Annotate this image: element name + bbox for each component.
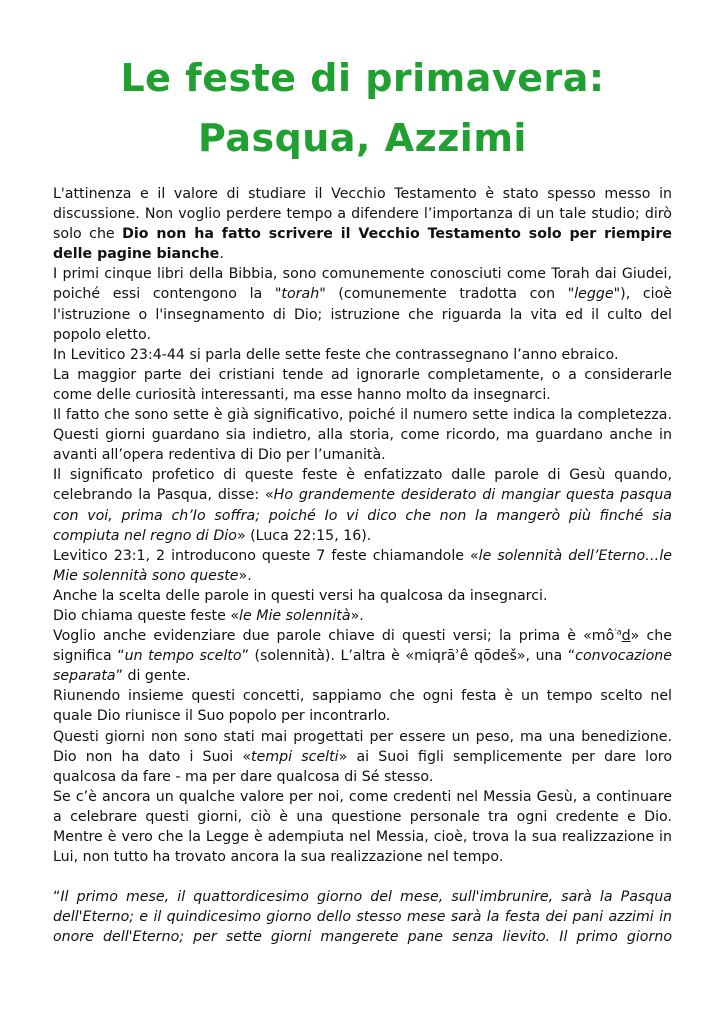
- paragraph-messia: Se c’è ancora un qualche valore per noi, come credenti nel Messia Gesù, a continuare a celebrare questi giorni, ciò è una questione personale tra ogni credente e Dio. Mentre è vero che la Legge è adempiuta nel Messia, cioè, trova la sua realizzazione in Lui, non tutto ha trovato ancora la sua realizzazione nel tempo.: [53, 788, 672, 866]
- paragraph-scelta: Anche la scelta delle parole in questi versi ha qualcosa da insegnarci.: [53, 587, 548, 604]
- quote-solennita: le solennità dell’Eterno…le Mie solennità sono queste: [53, 547, 672, 584]
- paragraph-intro: L'attinenza e il valore di studiare il Vecchio Testamento è stato spesso messo in discussione. Non voglio perdere tempo a difendere l’importanza di un tale studio; dirò solo che Dio non ha fatto scrivere il Vecchio Testamento solo per riempire delle pagine bianche.: [53, 186, 672, 263]
- quote-gesu: Ho grandemente desiderato di mangiar questa pasqua con voi, prima ch’Io soffra; poiché Io vi dico che non la mangerò più finché sia compiuta nel regno di Dio: [53, 487, 673, 544]
- superscript-ayin: ʿa: [614, 627, 622, 637]
- quote-primo-mese: Il primo mese, il quattordicesimo giorno del mese, sull'imbrunire, sarà la Pasqua dell'Eterno; e il quindicesimo giorno dello stesso mese sarà la festa dei pani azzimi in onore dell'Eterno; per sette giorni mangerete pane senza lievito. Il primo giorno: [53, 889, 672, 946]
- paragraph-riunendo: Riunendo insieme questi concetti, sappiamo che ogni festa è un tempo scelto nel quale Dio riunisce il Suo popolo per incontrarlo.: [53, 688, 672, 725]
- title-line-2: Pasqua, Azzimi: [198, 116, 527, 160]
- italic-torah: torah: [281, 286, 320, 303]
- quote-mie-solennita: le Mie solennità: [239, 607, 351, 624]
- italic-tempi-scelti: tempi scelti: [251, 748, 339, 765]
- paragraph-solennita: Levitico 23:1, 2 introducono queste 7 feste chiamandole «le solennità dell’Eterno…le Mie solennità sono queste».: [53, 547, 672, 584]
- paragraph-citazione: “Il primo mese, il quattordicesimo giorno del mese, sull'imbrunire, sarà la Pasqua dell'Eterno; e il quindicesimo giorno dello stesso mese sarà la festa dei pani azzimi in onore dell'Eterno; per sette giorni mangerete pane senza lievito. Il primo giorno: [53, 889, 672, 946]
- paragraph-gap: [53, 867, 672, 887]
- paragraph-cristiani: La maggior parte dei cristiani tende ad ignorarle completamente, o a considerarle come delle curiosità interessanti, ma esse hanno molto da insegnarci.: [53, 366, 672, 403]
- paragraph-chiama: Dio chiama queste feste «le Mie solennità».: [53, 607, 364, 624]
- bold-statement: Dio non ha fatto scrivere il Vecchio Testamento solo per riempire delle pagine bianche: [53, 226, 672, 263]
- paragraph-parole-chiave: Voglio anche evidenziare due parole chiave di questi versi; la prima è «$mô^{ʿa}d$» che significa “un tempo scelto” (solennità). L’altra è «miqrāʾê qōdeš», una “convocazione separata” di gente.: [53, 627, 672, 685]
- paragraph-benedizione: Questi giorni non sono stati mai progettati per essere un peso, ma una benedizione. Dio non ha dato i Suoi «tempi scelti» ai Suoi figli semplicemente per dare loro qualcosa da fare - ma per dare qualcosa di Sé stesso.: [53, 728, 673, 785]
- page-title: [0, 48, 725, 168]
- italic-tempo-scelto: un tempo scelto: [124, 648, 242, 665]
- paragraph-torah: I primi cinque libri della Bibbia, sono comunemente conosciuti come Torah dai Giudei, poiché essi contengono la "torah" (comunemente tradotta con "legge"), cioè l'istruzione o l'insegnamento di Dio; istruzione che riguarda la vita ed il culto del popolo eletto.: [53, 266, 673, 343]
- paragraph-profetico: Il significato profetico di queste feste è enfatizzato dalle parole di Gesù quando, celebrando la Pasqua, disse: «Ho grandemente desiderato di mangiar questa pasqua con voi, prima ch’Io soffra; poiché Io vi dico che non la mangerò più finché sia compiuta nel regno di Dio» (Luca 22:15, 16).: [53, 467, 673, 544]
- title-line-1: Le feste di primavera:: [120, 56, 605, 100]
- paragraph-levitico: In Levitico 23:4-44 si parla delle sette feste che contrassegnano l’anno ebraico.: [53, 346, 619, 363]
- italic-convocazione: convocazione separata: [53, 648, 672, 685]
- italic-legge: legge: [574, 286, 614, 303]
- document-body: [53, 184, 672, 947]
- underlined-d: d: [621, 628, 631, 645]
- paragraph-sette: Il fatto che sono sette è già significativo, poiché il numero sette indica la completezza. Questi giorni guardano sia indietro, alla storia, come ricordo, ma guardano anche in avanti all’opera redentiva di Dio per l’umanità.: [53, 407, 672, 464]
